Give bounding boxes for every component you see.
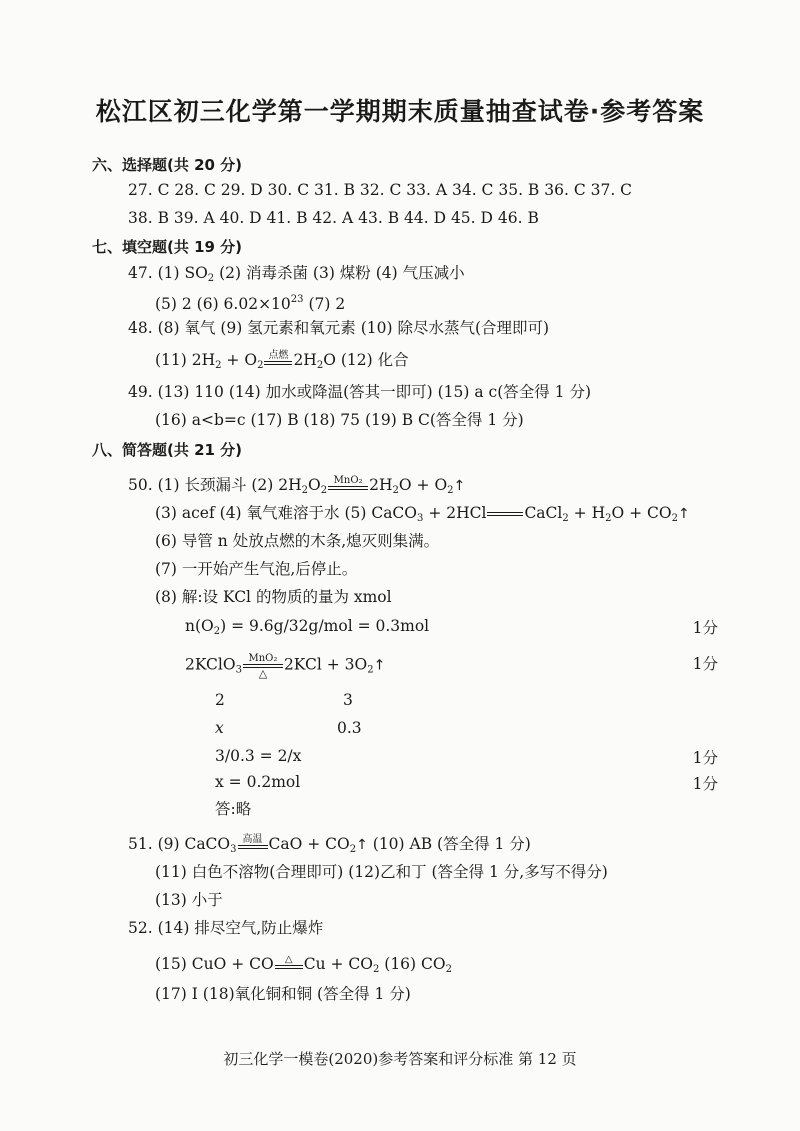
section-heading-fill-blank: 七、填空题(共 19 分) (92, 238, 243, 256)
equation-part: + O (221, 351, 258, 369)
subscript: 2 (392, 485, 399, 496)
ratio-coef-kclo3: 2 (215, 691, 225, 709)
page-title: 松江区初三化学第一学期期末质量抽查试卷·参考答案 (95, 97, 705, 126)
reaction-condition-equals (275, 954, 303, 969)
double-bar (264, 361, 292, 365)
subscript: 2 (367, 664, 374, 676)
ratio-value-o2: 0.3 (337, 719, 362, 737)
subscript: 3 (417, 513, 424, 524)
mc-answers-line-1: 27. C 28. C 29. D 30. C 31. B 32. C 33. A 34. C 35. B 36. C 37. C (128, 181, 633, 199)
subscript: 2 (605, 513, 612, 524)
calc-text: n(O (185, 617, 214, 635)
gas-arrow-icon: ↑ (453, 478, 466, 494)
score-mark: 1分 (692, 655, 718, 673)
subscript: 2 (445, 964, 452, 975)
equation-part: O + O (398, 476, 448, 494)
q49-line-2: (16) a<b=c (17) B (18) 75 (19) B C(答全得 1 分) (155, 411, 524, 429)
q50-proportion: 3/0.3 = 2/x (215, 747, 302, 765)
q47-text: (5) 2 (6) 6.02×10 (155, 295, 291, 313)
q51-text-rest: (10) AB (答全得 1 分) (367, 835, 531, 853)
q51-line-3: (13) 小于 (155, 891, 223, 909)
q51-line-1 (128, 834, 531, 860)
subscript: 2 (316, 360, 324, 371)
double-bar (328, 486, 368, 490)
ratio-coef-o2: 3 (343, 691, 353, 709)
gas-arrow-icon: ↑ (356, 837, 368, 853)
subscript: 2 (447, 485, 454, 496)
subscript: 2 (207, 273, 215, 284)
q47-line-2 (155, 290, 345, 314)
double-bar (275, 965, 303, 969)
double-bar (487, 512, 523, 516)
section-heading-short-answer: 八、简答题(共 21 分) (92, 441, 243, 459)
equation-part: CaCl (524, 504, 563, 522)
subscript: 2 (213, 626, 221, 637)
q47-text: 47. (1) SO (128, 264, 208, 282)
q50-line-5: (8) 解:设 KCl 的物质的量为 xmol (155, 588, 392, 606)
equation-part: O (308, 476, 321, 494)
subscript: 2 (349, 844, 357, 855)
equation-part: Cu + CO (303, 955, 373, 973)
q47-line-1 (128, 263, 465, 289)
gas-arrow-icon: ↑ (373, 657, 386, 674)
condition-label: 点燃 (268, 349, 289, 361)
subscript: 3 (230, 844, 237, 855)
score-mark: 1分 (692, 775, 718, 793)
subscript: 2 (372, 964, 380, 975)
equation-part: (11) 2H (155, 351, 216, 369)
reaction-condition-equals (328, 475, 368, 490)
equation-part: (15) CuO + CO (155, 955, 274, 973)
reaction-condition-equals (238, 834, 268, 849)
subscript: 2 (301, 485, 309, 496)
heat-symbol: △ (258, 667, 268, 680)
q48-line-1: 48. (8) 氧气 (9) 氢元素和氧元素 (10) 除尽水蒸气(合理即可) (128, 319, 550, 337)
q47-text-rest: (2) 消毒杀菌 (3) 煤粉 (4) 气压减小 (214, 264, 465, 282)
condition-label: MnO₂ (248, 653, 278, 664)
q51-line-2: (11) 白色不溶物(合理即可) (12)乙和丁 (答全得 1 分,多写不得分) (155, 863, 608, 881)
subscript: 3 (235, 664, 242, 676)
q50-line-4: (7) 一开始产生气泡,后停止。 (155, 560, 358, 578)
equation-part: 51. (9) CaCO (128, 835, 231, 853)
subscript: 2 (257, 360, 264, 371)
q50-moles-o2 (185, 616, 429, 642)
q50-line-1 (128, 475, 465, 501)
equation-part: 2H (293, 351, 317, 369)
condition-label: 高温 (242, 833, 263, 845)
condition-label: MnO₂ (333, 474, 363, 486)
equation-part: O (12) 化合 (323, 351, 409, 369)
q50-kclo3-equation (185, 652, 385, 681)
subscript: 2 (562, 513, 569, 524)
q47-text-rest: (7) 2 (303, 295, 346, 313)
equation-part: O + CO (611, 504, 672, 522)
q50-result: x = 0.2mol (215, 773, 301, 791)
equation-part: + 2HCl (423, 504, 487, 522)
subscript: 2 (671, 513, 678, 524)
q52-line-2 (155, 954, 452, 980)
equals-bar (487, 512, 523, 516)
q49-line-1: 49. (13) 110 (14) 加水或降温(答其一即可) (15) a c(答全得 1 分) (128, 383, 592, 401)
reaction-condition-equals (243, 653, 283, 680)
page-footer: 初三化学一模卷(2020)参考答案和评分标准 第 12 页 (223, 1050, 577, 1068)
q50-line-2 (155, 503, 690, 529)
calc-text: ) = 9.6g/32g/mol = 0.3mol (220, 617, 430, 635)
subscript: 2 (215, 360, 222, 371)
superscript: 23 (290, 294, 304, 305)
mc-answers-line-2: 38. B 39. A 40. D 41. B 42. A 43. B 44. D 45. D 46. B (128, 209, 539, 227)
ratio-unknown-x: x (215, 719, 224, 737)
subscript: 2 (320, 485, 328, 496)
q52-line-3: (17) Ⅰ (18)氧化铜和铜 (答全得 1 分) (155, 985, 411, 1003)
double-bar (238, 845, 268, 849)
equation-part: CaO + CO (268, 835, 350, 853)
equation-part: 2H (369, 476, 393, 494)
equation-part: 2KClO (185, 655, 236, 674)
equation-part: + H (568, 504, 606, 522)
q50-line-3: (6) 导管 n 处放点燃的木条,熄灭则集满。 (155, 532, 440, 550)
score-mark: 1分 (692, 619, 718, 637)
q50-answer-omitted: 答:略 (215, 800, 252, 818)
heat-symbol: △ (284, 953, 293, 965)
score-mark: 1分 (692, 749, 718, 767)
equation-part: (3) acef (4) 氧气难溶于水 (5) CaCO (155, 504, 418, 522)
reaction-condition-equals (264, 350, 292, 365)
equation-part: (16) CO (379, 955, 446, 973)
q52-line-1: 52. (14) 排尽空气,防止爆炸 (128, 919, 324, 937)
q48-line-2 (155, 350, 409, 376)
equation-part: 50. (1) 长颈漏斗 (2) 2H (128, 476, 302, 494)
equation-part: 2KCl + 3O (283, 655, 368, 674)
gas-arrow-icon: ↑ (677, 506, 690, 522)
section-heading-multiple-choice: 六、选择题(共 20 分) (92, 156, 243, 174)
